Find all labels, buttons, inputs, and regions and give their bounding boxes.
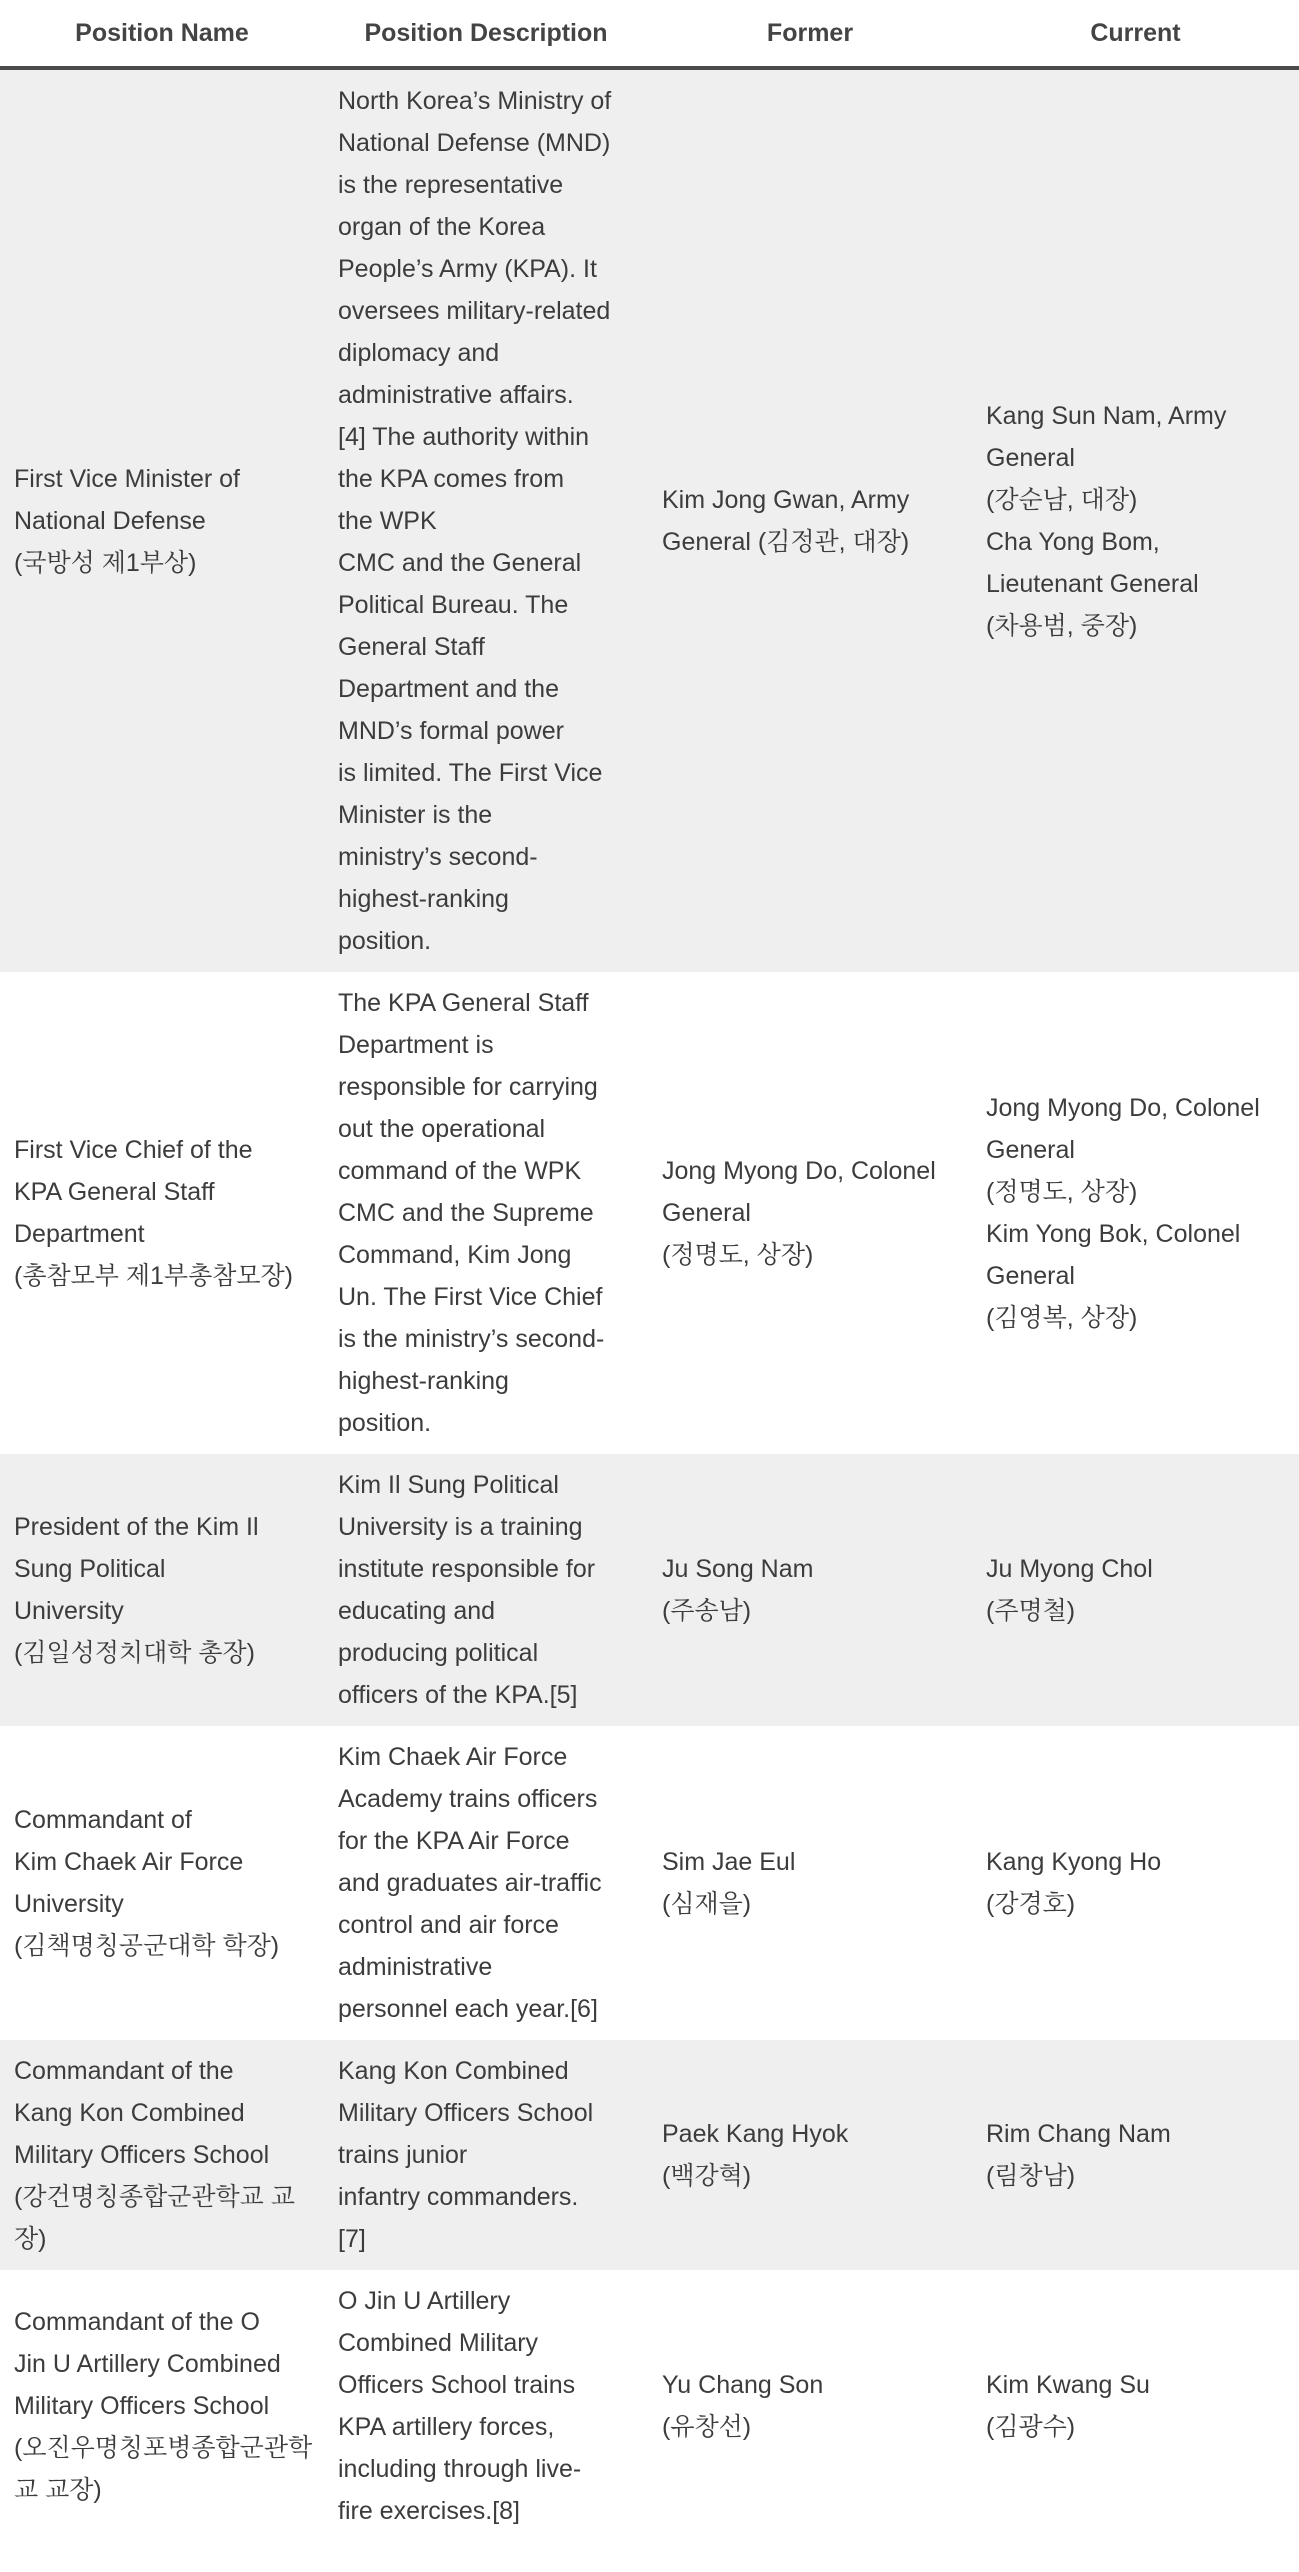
cell-text-line: University — [14, 1597, 124, 1625]
current-cell — [972, 972, 1299, 1454]
header-current: Current — [972, 0, 1299, 68]
cell-text-line: control and air force — [338, 1911, 559, 1939]
cell-text-line: (유창선) — [662, 2413, 752, 2441]
cell-text-line: position. — [338, 927, 432, 955]
cell-text-line: Kim Chaek Air Force — [338, 1743, 568, 1771]
cell-text-line: oversees military-related — [338, 297, 611, 325]
cell-text-line: highest-ranking — [338, 1367, 509, 1395]
cell-text-line: Lieutenant General — [986, 570, 1199, 598]
cell-text-line: and graduates air-traffic — [338, 1869, 602, 1897]
table-header — [0, 0, 1299, 68]
position-description-cell — [324, 972, 648, 1454]
cell-text-line: (차용범, 중장) — [986, 612, 1138, 640]
cell-text-line: Jong Myong Do, Colonel — [986, 1094, 1260, 1122]
cell-text-line: O Jin U Artillery — [338, 2287, 511, 2315]
cell-text-line: personnel each year.[6] — [338, 1995, 598, 2023]
cell-text-line: North Korea’s Ministry of — [338, 87, 612, 115]
cell-text-line: (김일성정치대학 총장) — [14, 1639, 255, 1667]
cell-text-line: administrative affairs. — [338, 381, 574, 409]
cell-text-line: 장) — [14, 2225, 47, 2253]
cell-text-line: including through live- — [338, 2455, 582, 2483]
cell-text-line: Jin U Artillery Combined — [14, 2350, 281, 2378]
cell-text-line: Rim Chang Nam — [986, 2120, 1171, 2148]
header-row — [0, 0, 1299, 68]
cell-text-line: Kim Kwang Su — [986, 2371, 1150, 2399]
cell-text-line: (정명도, 상장) — [662, 1241, 814, 1269]
cell-text-line: National Defense — [14, 507, 206, 535]
cell-text-line: First Vice Minister of — [14, 465, 240, 493]
cell-text-line: (김영복, 상장) — [986, 1304, 1138, 1332]
position-description-cell — [324, 2040, 648, 2270]
cell-text-line: Kang Kon Combined — [14, 2099, 245, 2127]
former-cell — [648, 2040, 972, 2270]
cell-text-line: is limited. The First Vice — [338, 759, 603, 787]
header-position-description: Position Description — [324, 0, 648, 68]
cell-text-line: Un. The First Vice Chief — [338, 1283, 603, 1311]
current-cell — [972, 68, 1299, 972]
cell-text-line: [4] The authority within — [338, 423, 590, 451]
cell-text-line: is the representative — [338, 171, 564, 199]
cell-text-line: for the KPA Air Force — [338, 1827, 570, 1855]
cell-text-line: University — [14, 1890, 124, 1918]
cell-text-line: (주명철) — [986, 1597, 1076, 1625]
position-description-cell — [324, 68, 648, 972]
cell-text-line: KPA artillery forces, — [338, 2413, 555, 2441]
former-cell — [648, 1726, 972, 2040]
current-cell — [972, 1454, 1299, 1726]
position-description-cell — [324, 1454, 648, 1726]
cell-text-line: Kang Kon Combined — [338, 2057, 569, 2085]
cell-text-line: Political Bureau. The — [338, 591, 569, 619]
cell-text-line: command of the WPK — [338, 1157, 582, 1185]
cell-text-line: General (김정관, 대장) — [662, 528, 910, 556]
cell-text-line: fire exercises.[8] — [338, 2497, 521, 2525]
cell-text-line: producing political — [338, 1639, 539, 1667]
cell-text-line: General — [662, 1199, 751, 1227]
cell-text-line: Department — [14, 1220, 145, 1248]
cell-text-line: Military Officers School — [338, 2099, 594, 2127]
cell-text-line: Academy trains officers — [338, 1785, 598, 1813]
cell-text-line: position. — [338, 1409, 432, 1437]
cell-text-line: educating and — [338, 1597, 496, 1625]
cell-text-line: Commandant of — [14, 1806, 192, 1834]
cell-text-line: Kang Sun Nam, Army — [986, 402, 1227, 430]
cell-text-line: The KPA General Staff — [338, 989, 589, 1017]
cell-text-line: Jong Myong Do, Colonel — [662, 1157, 936, 1185]
cell-text-line: University is a training — [338, 1513, 583, 1541]
cell-text-line: out the operational — [338, 1115, 546, 1143]
position-description-cell — [324, 2270, 648, 2542]
position-name-cell — [0, 68, 324, 972]
cell-text-line: Department is — [338, 1031, 494, 1059]
former-cell — [648, 1454, 972, 1726]
cell-text-line: (림창남) — [986, 2162, 1076, 2190]
table-row — [0, 2040, 1299, 2270]
cell-text-line: Command, Kim Jong — [338, 1241, 572, 1269]
position-name-cell — [0, 2040, 324, 2270]
cell-text-line: Ju Song Nam — [662, 1555, 814, 1583]
cell-text-line: officers of the KPA.[5] — [338, 1681, 578, 1709]
cell-text-line: Sim Jae Eul — [662, 1848, 796, 1876]
cell-text-line: Commandant of the — [14, 2057, 234, 2085]
former-cell — [648, 68, 972, 972]
table-row — [0, 2270, 1299, 2542]
cell-text-line: (심재을) — [662, 1890, 752, 1918]
cell-text-line: (김광수) — [986, 2413, 1076, 2441]
header-position-name: Position Name — [0, 0, 324, 68]
cell-text-line: Combined Military — [338, 2329, 539, 2357]
cell-text-line: General — [986, 1136, 1075, 1164]
cell-text-line: General — [986, 444, 1075, 472]
cell-text-line: President of the Kim Il — [14, 1513, 259, 1541]
cell-text-line: diplomacy and — [338, 339, 500, 367]
cell-text-line: Commandant of the O — [14, 2308, 260, 2336]
cell-text-line: (주송남) — [662, 1597, 752, 1625]
cell-text-line: Military Officers School — [14, 2392, 270, 2420]
cell-text-line: 교 교장) — [14, 2476, 102, 2504]
cell-text-line: (백강혁) — [662, 2162, 752, 2190]
cell-text-line: (국방성 제1부상) — [14, 549, 197, 577]
cell-text-line: trains junior — [338, 2141, 468, 2169]
cell-text-line: the KPA comes from — [338, 465, 565, 493]
former-cell — [648, 2270, 972, 2542]
cell-text-line: People’s Army (KPA). It — [338, 255, 597, 283]
current-cell — [972, 1726, 1299, 2040]
cell-text-line: Sung Political — [14, 1555, 166, 1583]
cell-text-line: Cha Yong Bom, — [986, 528, 1160, 556]
cell-text-line: Paek Kang Hyok — [662, 2120, 849, 2148]
cell-text-line: [7] — [338, 2225, 366, 2253]
cell-text-line: Officers School trains — [338, 2371, 576, 2399]
cell-text-line: (총참모부 제1부총참모장) — [14, 1262, 294, 1290]
cell-text-line: (오진우명칭포병종합군관학 — [14, 2434, 313, 2462]
cell-text-line: Military Officers School — [14, 2141, 270, 2169]
former-cell — [648, 972, 972, 1454]
current-cell — [972, 2040, 1299, 2270]
cell-text-line: (정명도, 상장) — [986, 1178, 1138, 1206]
cell-text-line: National Defense (MND) — [338, 129, 611, 157]
cell-text-line: MND’s formal power — [338, 717, 564, 745]
table-row — [0, 1726, 1299, 2040]
cell-text-line: (강건명칭종합군관학교 교 — [14, 2183, 295, 2211]
cell-text-line: CMC and the Supreme — [338, 1199, 594, 1227]
position-name-cell — [0, 2270, 324, 2542]
position-name-cell — [0, 1726, 324, 2040]
cell-text-line: Kim Il Sung Political — [338, 1471, 559, 1499]
cell-text-line: Kim Yong Bok, Colonel — [986, 1220, 1241, 1248]
current-cell — [972, 2270, 1299, 2542]
cell-text-line: the WPK — [338, 507, 437, 535]
cell-text-line: infantry commanders. — [338, 2183, 579, 2211]
cell-text-line: Kim Jong Gwan, Army — [662, 486, 910, 514]
table-row — [0, 1454, 1299, 1726]
position-name-cell — [0, 1454, 324, 1726]
table-body — [0, 68, 1299, 2542]
cell-text-line: organ of the Korea — [338, 213, 546, 241]
cell-text-line: Ju Myong Chol — [986, 1555, 1153, 1583]
cell-text-line: (강경호) — [986, 1890, 1076, 1918]
table-row — [0, 972, 1299, 1454]
cell-text-line: First Vice Chief of the — [14, 1136, 253, 1164]
table-row — [0, 68, 1299, 972]
header-former: Former — [648, 0, 972, 68]
cell-text-line: Minister is the — [338, 801, 493, 829]
cell-text-line: Department and the — [338, 675, 559, 703]
cell-text-line: Kang Kyong Ho — [986, 1848, 1162, 1876]
position-name-cell — [0, 972, 324, 1454]
cell-text-line: (김책명칭공군대학 학장) — [14, 1932, 280, 1960]
cell-text-line: responsible for carrying — [338, 1073, 598, 1101]
cell-text-line: General Staff — [338, 633, 485, 661]
cell-text-line: Kim Chaek Air Force — [14, 1848, 244, 1876]
cell-text-line: highest-ranking — [338, 885, 509, 913]
cell-text-line: CMC and the General — [338, 549, 582, 577]
cell-text-line: ministry’s second- — [338, 843, 538, 871]
cell-text-line: is the ministry’s second- — [338, 1325, 605, 1353]
cell-text-line: General — [986, 1262, 1075, 1290]
cell-text-line: KPA General Staff — [14, 1178, 215, 1206]
cell-text-line: institute responsible for — [338, 1555, 596, 1583]
cell-text-line: (강순남, 대장) — [986, 486, 1138, 514]
position-description-cell — [324, 1726, 648, 2040]
cell-text-line: Yu Chang Son — [662, 2371, 824, 2399]
cell-text-line: administrative — [338, 1953, 493, 1981]
